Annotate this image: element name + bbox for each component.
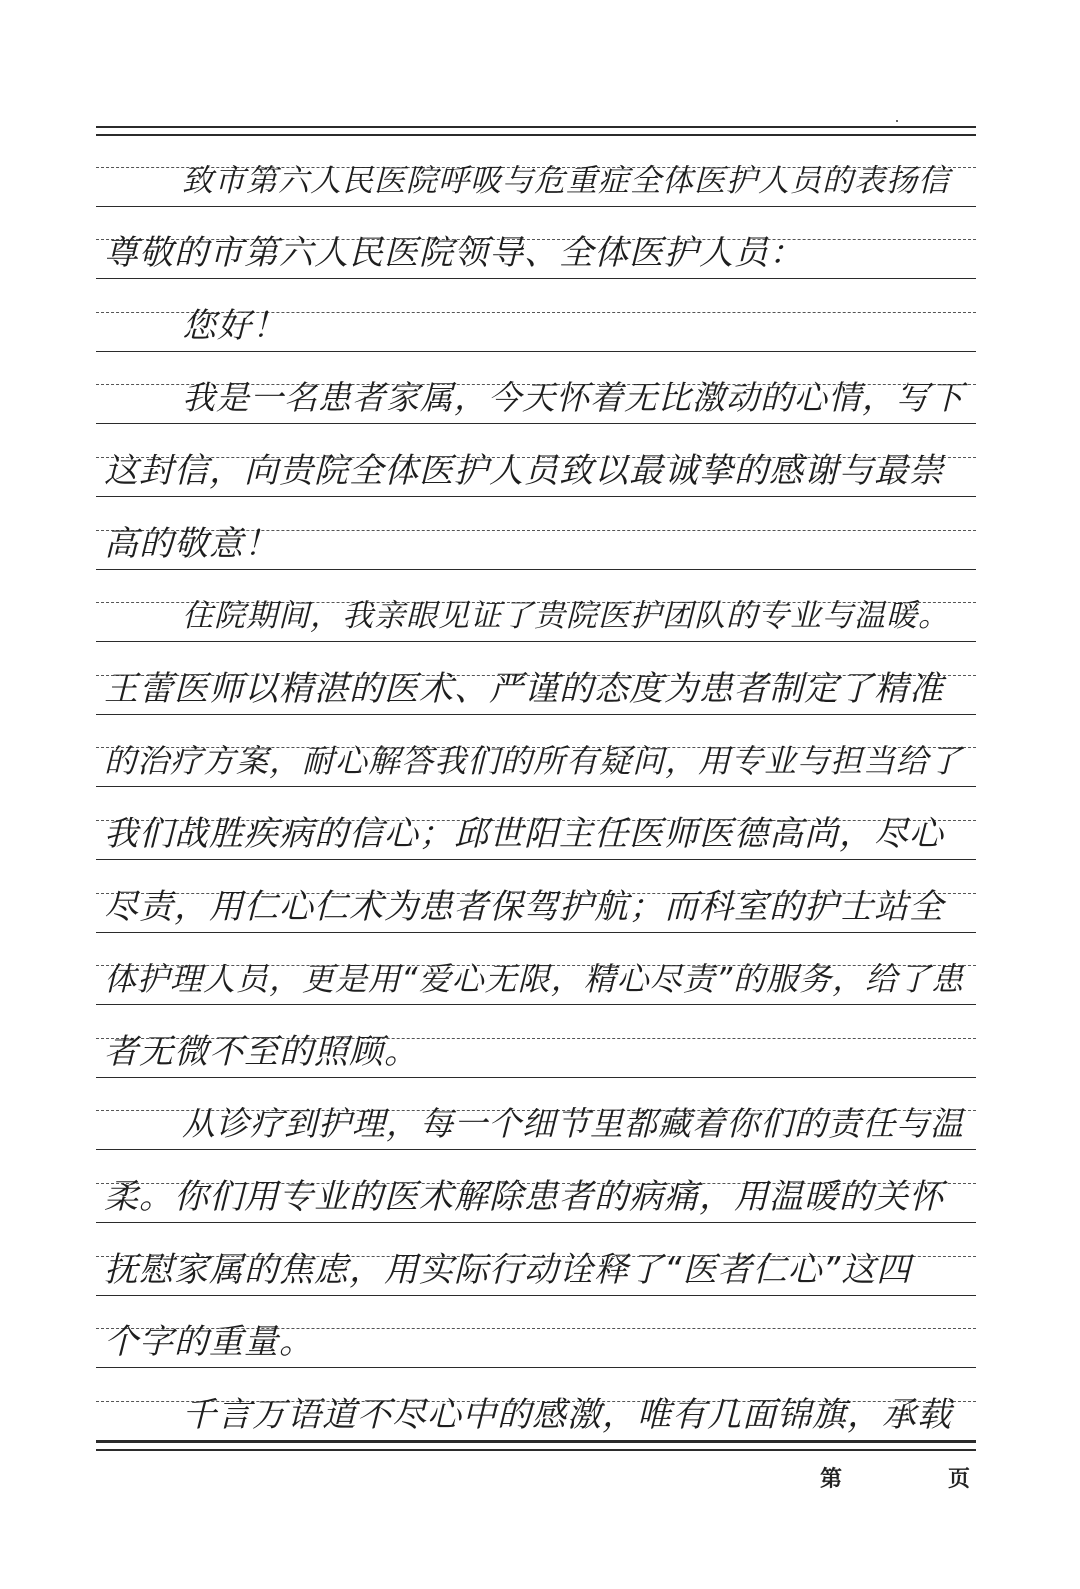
letter-line <box>96 508 976 570</box>
letter-line <box>96 435 976 497</box>
solid-writing-line <box>96 641 976 642</box>
top-double-rule <box>96 126 976 128</box>
solid-writing-line <box>96 786 976 787</box>
bottom-double-rule-inner <box>96 1449 976 1451</box>
solid-writing-line <box>96 932 976 933</box>
handwritten-text: 致市第六人民医院呼吸与危重症全体医护人员的表扬信 <box>182 162 950 199</box>
letter-line <box>96 1161 976 1223</box>
solid-writing-line <box>96 714 976 715</box>
solid-writing-line <box>96 496 976 497</box>
solid-writing-line <box>96 1149 976 1150</box>
solid-writing-line <box>96 278 976 279</box>
letter-line <box>96 1088 976 1150</box>
handwritten-text: 柔。你们用专业的医术解除患者的病痛，用温暖的关怀 <box>104 1177 944 1217</box>
letter-line <box>96 145 976 207</box>
solid-writing-line <box>96 423 976 424</box>
handwritten-text: 这封信，向贵院全体医护人员致以最诚挚的感谢与最崇 <box>104 451 944 491</box>
solid-writing-line <box>96 859 976 860</box>
handwritten-text: 王蕾医师以精湛的医术、严谨的态度为患者制定了精准 <box>104 668 944 709</box>
solid-writing-line <box>96 351 976 352</box>
ink-dot <box>896 120 898 122</box>
handwritten-text: 体护理人员，更是用“爱心无限，精心尽责”的服务，给了患 <box>104 960 965 999</box>
letter-line <box>96 798 976 860</box>
handwritten-text: 您好！ <box>182 305 287 346</box>
handwritten-text: 千言万语道不尽心中的感激，唯有几面锦旗，承载 <box>182 1394 952 1435</box>
letter-line <box>96 1016 976 1078</box>
letter-line <box>96 943 976 1005</box>
handwritten-text: 住院期间，我亲眼见证了贵院医护团队的专业与温暖。 <box>182 598 950 635</box>
letter-line <box>96 725 976 787</box>
handwritten-text: 我是一名患者家属，今天怀着无比激动的心情，写下 <box>182 378 964 418</box>
handwritten-text: 抚慰家属的焦虑，用实际行动诠释了“医者仁心”这四 <box>104 1249 912 1290</box>
solid-writing-line <box>96 1077 976 1078</box>
letter-line <box>96 217 976 279</box>
handwritten-text: 的治疗方案，耐心解答我们的所有疑问，用专业与担当给了 <box>104 742 963 781</box>
solid-writing-line <box>96 1367 976 1368</box>
letter-line <box>96 1234 976 1296</box>
solid-writing-line <box>96 1222 976 1223</box>
letter-line <box>96 362 976 424</box>
page-label-ye: 页 <box>948 1466 971 1492</box>
solid-writing-line <box>96 1295 976 1296</box>
handwritten-text: 者无微不至的照顾。 <box>104 1031 419 1072</box>
letter-line <box>96 1379 976 1441</box>
handwritten-text: 尊敬的市第六人民医院领导、全体医护人员： <box>104 233 804 274</box>
solid-writing-line <box>96 206 976 207</box>
handwritten-text: 尽责，用仁心仁术为患者保驾护航；而科室的护士站全 <box>104 886 944 927</box>
handwritten-text: 高的敬意！ <box>104 523 279 564</box>
letter-line <box>96 871 976 933</box>
letter-line <box>96 653 976 715</box>
solid-writing-line <box>96 569 976 570</box>
handwritten-text: 个字的重量。 <box>104 1322 314 1363</box>
handwritten-text: 从诊疗到护理，每一个细节里都藏着你们的责任与温 <box>182 1104 964 1144</box>
handwritten-text: 我们战胜疾病的信心；邱世阳主任医师医德高尚，尽心 <box>104 814 944 854</box>
letter-line <box>96 290 976 352</box>
solid-writing-line <box>96 1004 976 1005</box>
ruled-writing-area <box>96 134 976 1441</box>
letter-line <box>96 1306 976 1368</box>
page-label-di: 第 <box>820 1466 843 1492</box>
bottom-double-rule <box>96 1441 976 1443</box>
letter-line <box>96 580 976 642</box>
